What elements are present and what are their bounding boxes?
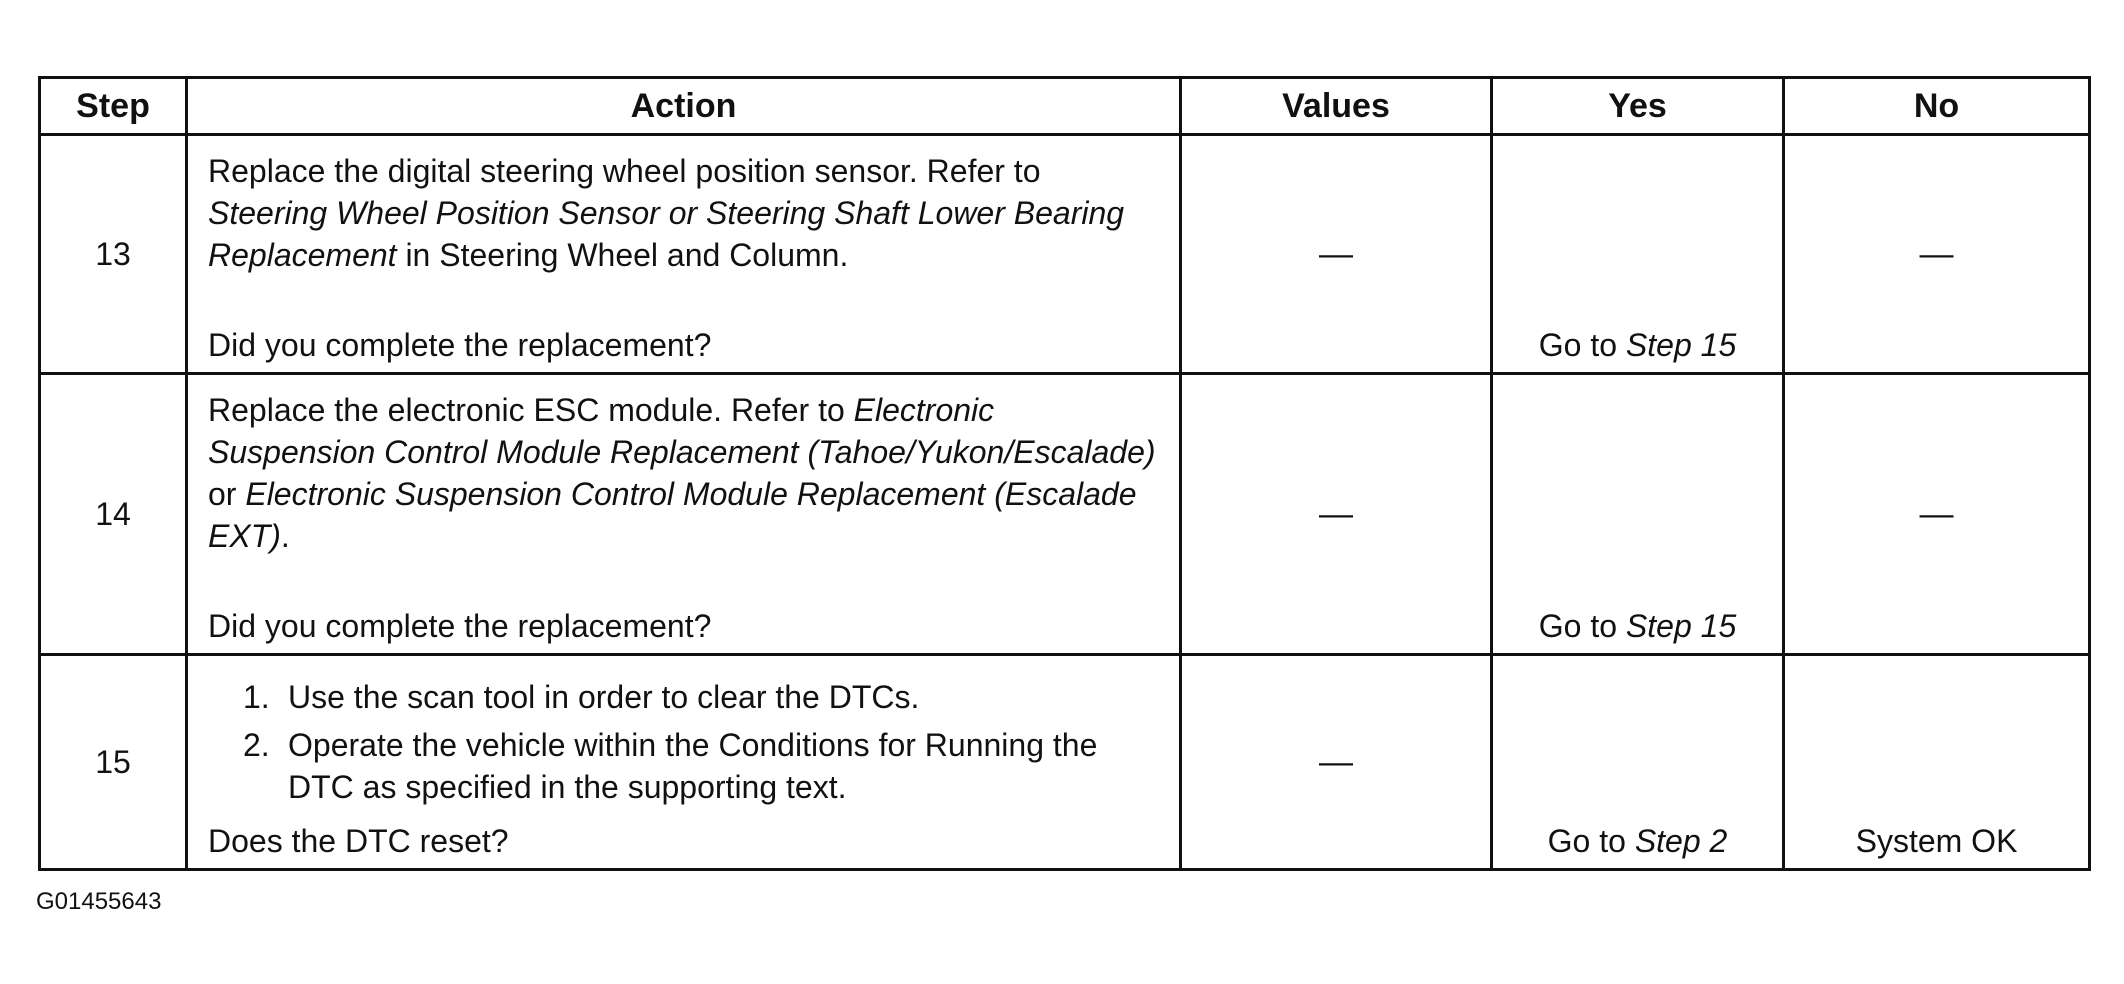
action-cell xyxy=(187,135,1181,374)
action-text-part: Replace the digital steering wheel position sensor. Refer to xyxy=(208,153,1041,189)
header-yes: Yes xyxy=(1492,78,1784,135)
yes-goto xyxy=(1493,605,1782,647)
action-text-part: . xyxy=(280,518,290,554)
header-row xyxy=(40,78,2090,135)
values-cell: — xyxy=(1181,655,1492,870)
procedure-reference: Electronic Suspension Control Module Replacement (Tahoe/Yukon/Escalade) xyxy=(208,392,1156,470)
action-text-part: in Steering Wheel and Column. xyxy=(396,237,849,273)
header-no: No xyxy=(1784,78,2090,135)
action-question: Did you complete the replacement? xyxy=(208,608,712,644)
procedure-reference: Steering Wheel Position Sensor or Steering Shaft Lower Bearing Replacement xyxy=(208,195,1125,273)
step-number: 15 xyxy=(40,655,187,870)
yes-cell xyxy=(1492,374,1784,655)
list-item xyxy=(208,676,1167,718)
header-action: Action xyxy=(187,78,1181,135)
goto-prefix: Go to xyxy=(1547,823,1635,859)
step-number: 14 xyxy=(40,374,187,655)
action-list xyxy=(208,676,1167,814)
table-row xyxy=(40,655,2090,870)
action-question: Did you complete the replacement? xyxy=(208,327,712,363)
yes-cell xyxy=(1492,655,1784,870)
step-number: 13 xyxy=(40,135,187,374)
action-text xyxy=(208,150,1167,276)
goto-prefix: Go to xyxy=(1538,327,1626,363)
no-result: System OK xyxy=(1855,823,2018,859)
list-item-text: Operate the vehicle within the Conditions for Running the DTC as specified in the supporting text. xyxy=(288,727,1098,805)
action-text xyxy=(208,389,1167,557)
list-item-number: 1. xyxy=(243,679,270,715)
step-link[interactable]: Step 15 xyxy=(1625,327,1737,363)
action-cell xyxy=(187,655,1181,870)
table-row xyxy=(40,135,2090,374)
yes-goto xyxy=(1493,820,1782,862)
list-item-text: Use the scan tool in order to clear the DTCs. xyxy=(288,679,920,715)
no-cell: — xyxy=(1784,374,2090,655)
yes-goto xyxy=(1493,324,1782,366)
no-cell: — xyxy=(1784,135,2090,374)
procedure-reference: Electronic Suspension Control Module Replacement (Escalade EXT) xyxy=(208,476,1137,554)
action-text-part: or xyxy=(208,476,246,512)
action-question: Does the DTC reset? xyxy=(208,823,509,859)
step-link[interactable]: Step 15 xyxy=(1625,608,1737,644)
values-cell: — xyxy=(1181,135,1492,374)
figure-id: G01455643 xyxy=(36,888,162,915)
action-cell xyxy=(187,374,1181,655)
table-row xyxy=(40,374,2090,655)
no-cell xyxy=(1784,655,2090,870)
header-values: Values xyxy=(1181,78,1492,135)
step-link[interactable]: Step 2 xyxy=(1634,823,1728,859)
yes-cell xyxy=(1492,135,1784,374)
list-item xyxy=(208,724,1167,808)
goto-prefix: Go to xyxy=(1538,608,1626,644)
diagnostic-table xyxy=(38,76,2091,871)
action-text-part: Replace the electronic ESC module. Refer to xyxy=(208,392,854,428)
list-item-number: 2. xyxy=(243,727,270,763)
values-cell: — xyxy=(1181,374,1492,655)
header-step: Step xyxy=(40,78,187,135)
